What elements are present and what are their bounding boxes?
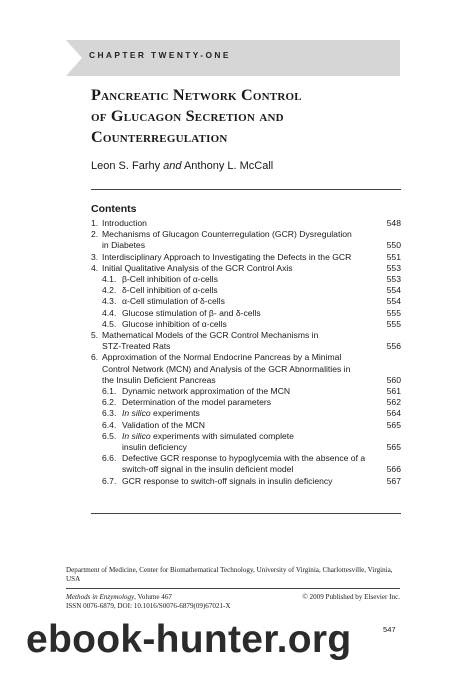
toc-entry-title-continued: the Insulin Deficient Pancreas (102, 374, 216, 385)
toc-entry-page: 567 (386, 475, 401, 486)
toc-entry (91, 319, 401, 330)
toc-entry-number: 5. (91, 330, 99, 341)
toc-entry (91, 420, 401, 431)
toc-entry-title-text: Glucose stimulation of β- and δ-cells (122, 307, 261, 318)
toc-entry-title-continued: STZ-Treated Rats (102, 341, 171, 352)
toc-entry-page: 553 (386, 262, 401, 273)
toc-entry-title-text: experiments (150, 408, 200, 419)
toc-entry-title-continued: insulin deficiency (122, 442, 187, 453)
toc-entry (91, 252, 401, 263)
toc-entry-number: 3. (91, 251, 99, 262)
journal-citation (66, 593, 172, 602)
toc-entry-number: 6.6. (102, 453, 117, 464)
page-number: 547 (383, 625, 396, 634)
toc-entry-page: 561 (386, 386, 401, 397)
journal-volume: , Volume 467 (134, 593, 172, 601)
toc-entry-title-text: Validation of the MCN (122, 419, 205, 430)
toc-entry (91, 386, 401, 397)
toc-entry-number: 6. (91, 352, 99, 363)
toc-entry-page: 555 (386, 307, 401, 318)
toc-entry-title-text: Approximation of the Normal Endocrine Pancreas by a Minimal (102, 352, 342, 363)
toc-entry-title-text: Introduction (102, 218, 147, 228)
contents-heading: Contents (91, 203, 137, 215)
toc-entry-page: 554 (386, 285, 401, 296)
toc-entry-page: 553 (386, 274, 401, 285)
toc-entry (91, 263, 401, 274)
author-affiliation: Department of Medicine, Center for Biomathematical Technology, University of Virginia, Charlottesville, Virginia, USA (66, 566, 393, 584)
toc-entry-title (91, 453, 401, 464)
toc-entry-page: 555 (386, 318, 401, 329)
toc-entry-number: 4.4. (102, 307, 117, 318)
toc-entry-title (91, 330, 401, 341)
toc-entry-number: 4.1. (102, 274, 117, 285)
toc-entry-page: 562 (386, 397, 401, 408)
toc-entry-title-continued: Control Network (MCN) and Analysis of the GCR Abnormalities in (102, 363, 351, 374)
toc-entry-page: 548 (386, 218, 401, 228)
chapter-arrow-notch (66, 40, 82, 76)
toc-entry-page: 564 (386, 408, 401, 419)
chapter-label: CHAPTER TWENTY-ONE (89, 50, 231, 60)
toc-entry-title-text: GCR response to switch-off signals in insulin deficiency (122, 475, 333, 486)
toc-entry-title (91, 218, 401, 229)
contents-rule (91, 513, 401, 514)
toc-entry-title-text: α-Cell stimulation of δ-cells (122, 296, 225, 307)
toc-entry-title (91, 285, 401, 296)
toc-entry-title (91, 408, 401, 419)
toc-entry-title-text: Mathematical Models of the GCR Control Mechanisms in (102, 330, 319, 341)
toc-entry-title-text: Dynamic network approximation of the MCN (122, 386, 291, 397)
author-conjunction: and (163, 160, 182, 172)
toc-entry-title-text: Glucose inhibition of α-cells (122, 318, 227, 329)
toc-entry (91, 285, 401, 296)
chapter-title (91, 85, 411, 148)
toc-entry-page: 551 (386, 251, 401, 262)
issn-doi: ISSN 0076-6879, DOI: 10.1016/S0076-6879(09)67021-X (66, 602, 231, 610)
toc-entry-title-text: Determination of the model parameters (122, 397, 272, 408)
toc-entry-title-text: Mechanisms of Glucagon Counterregulation (GCR) Dysregulation (102, 229, 352, 240)
toc-entry (91, 229, 401, 251)
toc-entry-page: 565 (386, 442, 401, 453)
journal-name: Methods in Enzymology (66, 593, 135, 601)
title-line-1: Pancreatic Network Control (91, 86, 302, 104)
toc-entry-number: 4. (91, 262, 99, 273)
authors-rule (91, 189, 401, 190)
toc-entry (91, 296, 401, 307)
toc-entry-title-text: Defective GCR response to hypoglycemia with the absence of a (122, 453, 366, 464)
toc-entry-number: 6.2. (102, 397, 117, 408)
toc-entry-title (91, 420, 401, 431)
toc-entry (91, 352, 401, 386)
toc-entry-page: 556 (386, 341, 401, 352)
watermark: ebook-hunter.org (26, 618, 352, 661)
toc-entry (91, 397, 401, 408)
copyright: © 2009 Published by Elsevier Inc. (302, 593, 400, 601)
toc-entry-number: 1. (91, 218, 99, 228)
toc-entry (91, 408, 401, 419)
toc-entry-title (91, 476, 401, 487)
title-line-2: of Glucagon Secretion and (91, 107, 284, 125)
toc-entry-title-text: Interdisciplinary Approach to Investigating the Defects in the GCR (102, 251, 352, 262)
toc-entry-page: 566 (386, 464, 401, 475)
toc-entry-title-continued: in Diabetes (102, 240, 145, 251)
toc-entry-title (91, 431, 401, 442)
table-of-contents (91, 218, 401, 487)
toc-entry-title-text: δ-Cell inhibition of α-cells (122, 285, 218, 296)
title-line-3: Counterregulation (91, 128, 228, 146)
toc-entry-page: 550 (386, 240, 401, 251)
toc-entry-title (91, 274, 401, 285)
author-1: Leon S. Farhy (91, 160, 161, 172)
toc-entry-title (91, 229, 401, 240)
toc-entry (91, 476, 401, 487)
toc-entry-number: 6.7. (102, 475, 117, 486)
toc-entry-page: 554 (386, 296, 401, 307)
toc-entry-title (91, 352, 401, 363)
toc-entry (91, 453, 401, 475)
toc-entry-number: 6.5. (102, 430, 117, 441)
toc-entry-number: 2. (91, 229, 99, 240)
toc-entry-number: 6.3. (102, 408, 117, 419)
toc-entry-title-italic: In silico (122, 408, 151, 419)
toc-entry-number: 4.3. (102, 296, 117, 307)
toc-entry-title (91, 319, 401, 330)
toc-entry-title-continued: switch-off signal in the insulin deficient model (122, 464, 294, 475)
toc-entry (91, 218, 401, 229)
footer-rule (66, 588, 400, 589)
toc-entry-title (91, 308, 401, 319)
toc-entry (91, 308, 401, 319)
toc-entry-title (91, 296, 401, 307)
toc-entry-title (91, 397, 401, 408)
toc-entry-number: 4.2. (102, 285, 117, 296)
toc-entry-title-text: β-Cell inhibition of α-cells (122, 274, 218, 285)
toc-entry-title (91, 263, 401, 274)
toc-entry (91, 274, 401, 285)
toc-entry-title-text: experiments with simulated complete (150, 430, 294, 441)
toc-entry-title (91, 386, 401, 397)
toc-entry-number: 6.1. (102, 386, 117, 397)
toc-entry-page: 565 (386, 419, 401, 430)
authors (91, 160, 273, 172)
toc-entry-page: 560 (386, 374, 401, 385)
author-2: Anthony L. McCall (183, 160, 274, 172)
toc-entry-title (91, 252, 401, 263)
toc-entry-title-text: Initial Qualitative Analysis of the GCR Control Axis (102, 262, 293, 273)
toc-entry (91, 431, 401, 453)
toc-entry (91, 330, 401, 352)
toc-entry-number: 6.4. (102, 419, 117, 430)
toc-entry-number: 4.5. (102, 318, 117, 329)
toc-entry-title-italic: In silico (122, 430, 151, 441)
